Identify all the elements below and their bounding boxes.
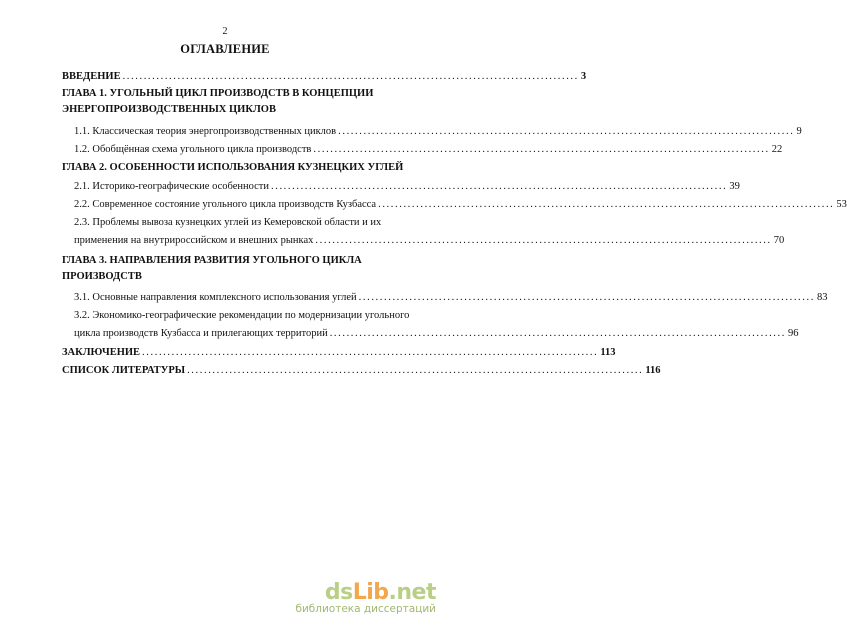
toc-chapter-2[interactable] — [62, 161, 417, 175]
dot-leader: ............................................................................................................ — [187, 365, 644, 376]
dot-leader: ............................................................................................................ — [315, 235, 772, 246]
toc-page-number: 113 — [600, 347, 616, 358]
toc-page-number: 3 — [580, 71, 587, 82]
toc-entry-label: 2.1. Историко-географические особенности — [74, 181, 269, 192]
toc-page-number: 39 — [729, 181, 740, 192]
toc-entry-label: ГЛАВА 2. ОСОБЕННОСТИ ИСПОЛЬЗОВАНИЯ КУЗНЕЦКИХ УГЛЕЙ — [62, 162, 404, 173]
toc-page-number: 70 — [773, 235, 785, 246]
toc-entry-label: 3.2. Экономико-географические рекомендации по модернизации угольного — [74, 310, 410, 321]
toc-page-number: 116 — [645, 365, 661, 376]
toc-entry-label: 1.2. Обобщённая схема угольного цикла производств — [74, 144, 312, 155]
toc-page-number: 9 — [796, 126, 802, 137]
watermark-subtitle: библиотека диссертаций — [295, 603, 436, 615]
toc-entry-label: ВВЕДЕНИЕ — [62, 71, 121, 82]
toc-page-number: 83 — [816, 292, 828, 303]
toc-entry-intro[interactable] — [62, 70, 587, 84]
site-logo: dsLib.net — [324, 580, 436, 605]
toc-entry-label: 2.3. Проблемы вывоза кузнецких углей из Кемеровской области и их — [74, 217, 382, 228]
page-number: 2 — [222, 26, 228, 37]
dot-leader: ............................................................................................................ — [329, 328, 786, 339]
toc-entry-label-cont: применения на внутрироссийском и внешних рынках — [74, 235, 314, 246]
toc-entry-label: 2.2. Современное состояние угольного цикла производств Кузбасса — [74, 199, 377, 210]
toc-entry-1-2[interactable] — [74, 143, 783, 157]
toc-entry-label-cont: цикла производств Кузбасса и прилегающих территорий — [74, 328, 328, 339]
toc-entry-label: 1.1. Классическая теория энергопроизводственных циклов — [74, 126, 337, 137]
toc-entry-label-cont: ПРОИЗВОДСТВ — [62, 271, 142, 282]
toc-entry-label: ЗАКЛЮЧЕНИЕ — [62, 347, 141, 358]
toc-entry-3-1[interactable] — [74, 291, 828, 305]
dot-leader: ............................................................................................................ — [313, 144, 770, 155]
dot-leader: ............................................................................................................ — [271, 181, 728, 192]
toc-entry-references[interactable] — [62, 364, 661, 378]
toc-page-number: 53 — [836, 199, 847, 210]
dot-leader: ............................................................................................................ — [122, 71, 579, 82]
toc-entry-1-1[interactable] — [74, 125, 802, 139]
dot-leader: ............................................................................................................ — [142, 347, 599, 358]
toc-chapter-1[interactable] — [62, 87, 417, 117]
toc-entry-label: ГЛАВА 1. УГОЛЬНЫЙ ЦИКЛ ПРОИЗВОДСТВ В КОНЦЕПЦИИ — [62, 88, 374, 99]
toc-entry-conclusion[interactable] — [62, 346, 616, 360]
toc-entry-2-2[interactable] — [74, 198, 847, 212]
toc-entry-3-2[interactable] — [74, 309, 799, 341]
toc-entry-label: ГЛАВА 3. НАПРАВЛЕНИЯ РАЗВИТИЯ УГОЛЬНОГО ЦИКЛА — [62, 255, 362, 266]
watermark-logo — [295, 580, 436, 615]
toc-entry-label: СПИСОК ЛИТЕРАТУРЫ — [62, 365, 186, 376]
toc-page-number: 96 — [788, 328, 799, 339]
page-title: ОГЛАВЛЕНИЕ — [180, 42, 270, 56]
dot-leader: ............................................................................................................ — [338, 126, 795, 137]
toc-entry-label-cont: ЭНЕРГОПРОИЗВОДСТВЕННЫХ ЦИКЛОВ — [62, 104, 276, 115]
toc-chapter-3[interactable] — [62, 254, 417, 284]
toc-page-number: 22 — [771, 144, 783, 155]
toc-entry-2-3[interactable] — [74, 216, 785, 248]
dot-leader: ............................................................................................................ — [378, 199, 835, 210]
dot-leader: ............................................................................................................ — [358, 292, 815, 303]
toc-entry-label: 3.1. Основные направления комплексного использования углей — [74, 292, 357, 303]
toc-entry-2-1[interactable] — [74, 180, 740, 194]
